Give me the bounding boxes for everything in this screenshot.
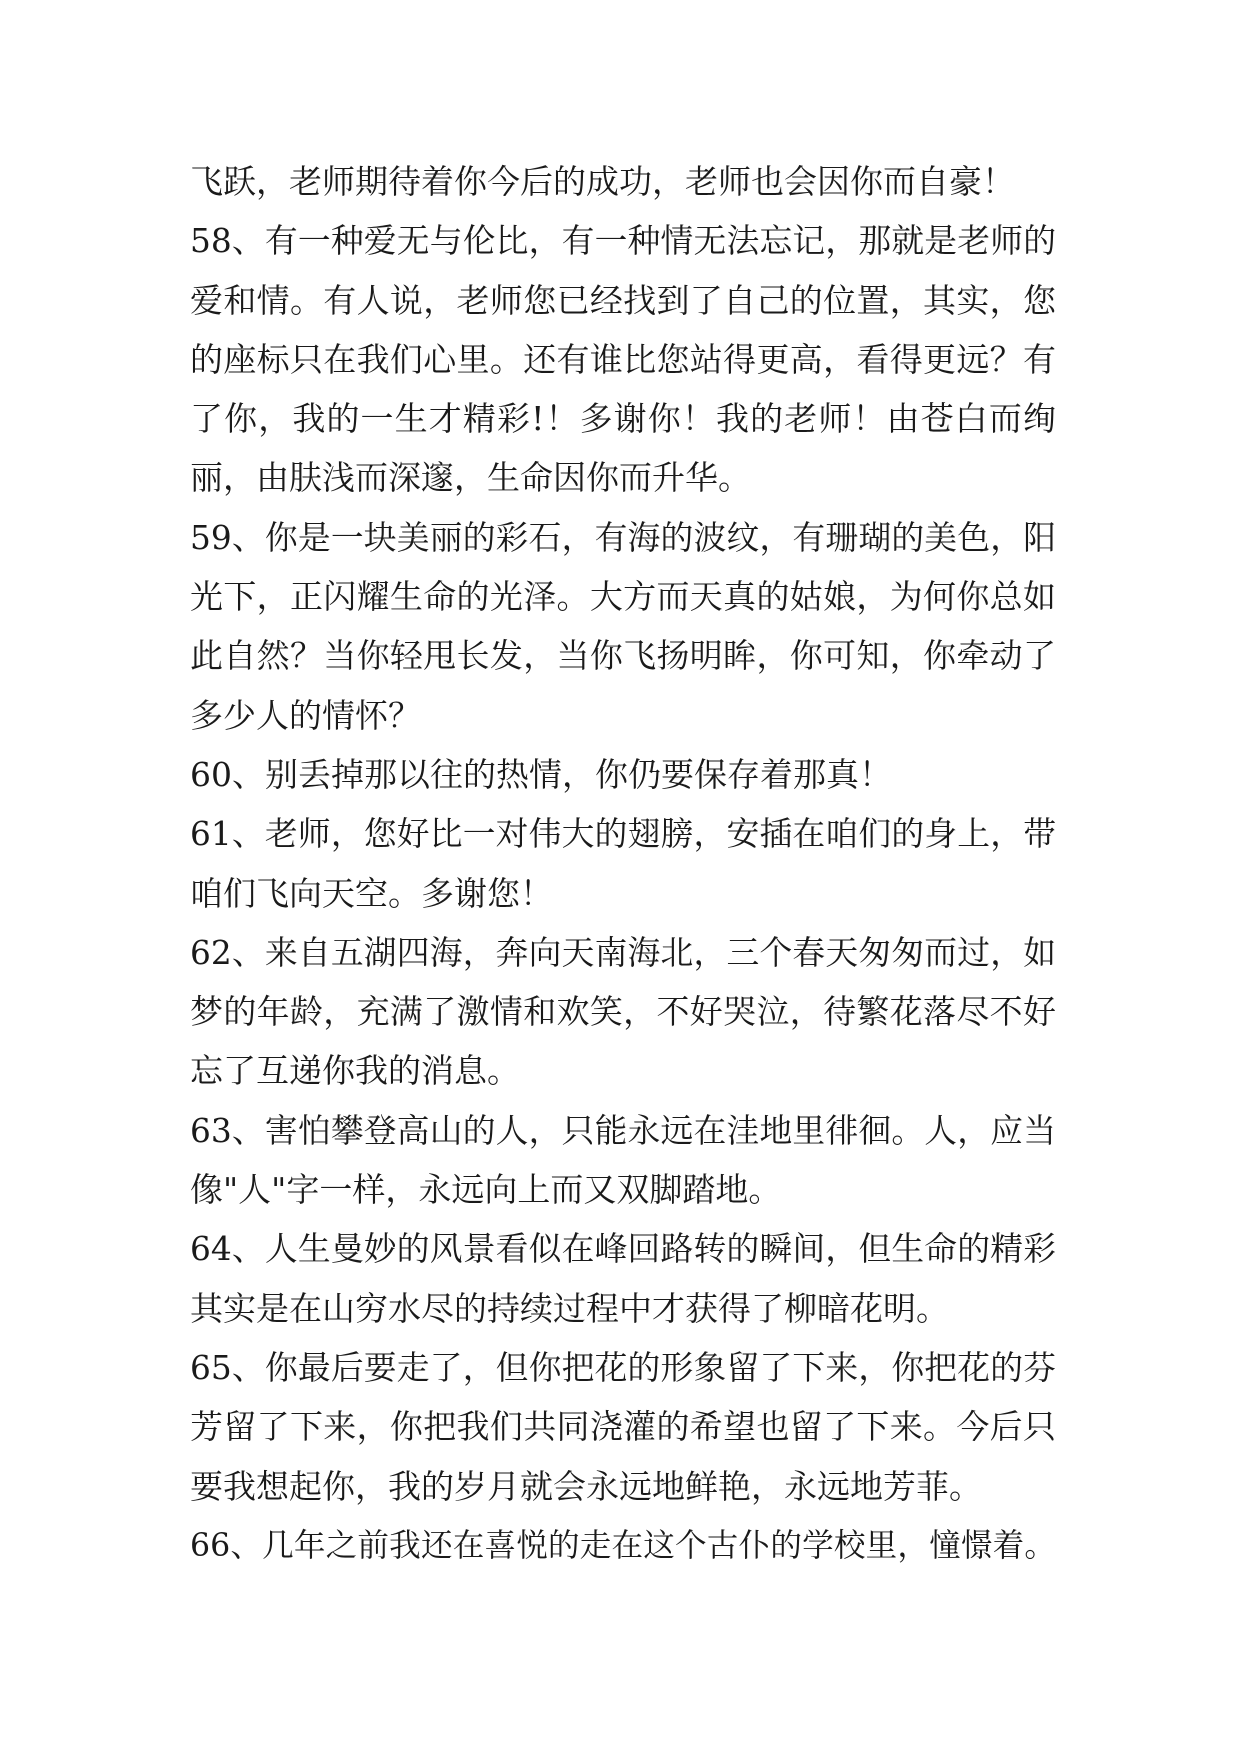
text-line: 63、害怕攀登高山的人，只能永远在洼地里徘徊。人，应当 — [190, 1111, 1056, 1150]
text-line: 64、人生曼妙的风景看似在峰回路转的瞬间，但生命的精彩 — [190, 1230, 1056, 1269]
text-line: 光下，正闪耀生命的光泽。大方而天真的姑娘，为何你总如 — [190, 577, 1056, 617]
text-line: 66、几年之前我还在喜悦的走在这个古仆的学校里，憧憬着。 — [190, 1527, 1056, 1564]
text-line: 了你，我的一生才精彩!！多谢你！我的老师！由苍白而绚 — [190, 399, 1056, 439]
text-line: 飞跃，老师期待着你今后的成功，老师也会因你而自豪！ — [190, 162, 1015, 201]
text-line: 芳留了下来，你把我们共同浇灌的希望也留了下来。今后只 — [190, 1407, 1056, 1447]
text-line: 65、你最后要走了，但你把花的形象留了下来，你把花的芬 — [190, 1348, 1056, 1387]
text-line: 58、有一种爱无与伦比，有一种情无法忘记，那就是老师的 — [190, 222, 1056, 261]
text-line: 其实是在山穷水尽的持续过程中才获得了柳暗花明。 — [190, 1288, 949, 1328]
text-line: 忘了互递你我的消息。 — [190, 1051, 520, 1091]
text-line: 像"人"字一样，永远向上而又双脚踏地。 — [190, 1170, 782, 1210]
text-line: 要我想起你，我的岁月就会永远地鲜艳，永远地芳菲。 — [190, 1466, 982, 1506]
body-text — [190, 162, 1056, 1585]
text-line: 59、你是一块美丽的彩石，有海的波纹，有珊瑚的美色，阳 — [190, 518, 1056, 557]
text-line: 爱和情。有人说，老师您已经找到了自己的位置，其实，您 — [190, 280, 1056, 320]
text-line: 此自然？当你轻甩长发，当你飞扬明眸，你可知，你牵动了 — [190, 636, 1056, 676]
text-line: 咱们飞向天空。多谢您！ — [190, 873, 553, 913]
text-line: 60、别丢掉那以往的热情，你仍要保存着那真！ — [190, 754, 892, 794]
text-line: 梦的年龄，充满了激情和欢笑，不好哭泣，待繁花落尽不好 — [190, 992, 1056, 1032]
text-line: 丽，由肤浅而深邃，生命因你而升华。 — [190, 458, 751, 498]
text-line: 多少人的情怀？ — [190, 695, 421, 735]
text-line: 61、老师，您好比一对伟大的翅膀，安插在咱们的身上，带 — [190, 815, 1056, 854]
text-line: 的座标只在我们心里。还有谁比您站得更高，看得更远？有 — [190, 339, 1056, 379]
text-line: 62、来自五湖四海，奔向天南海北，三个春天匆匆而过，如 — [190, 933, 1056, 972]
